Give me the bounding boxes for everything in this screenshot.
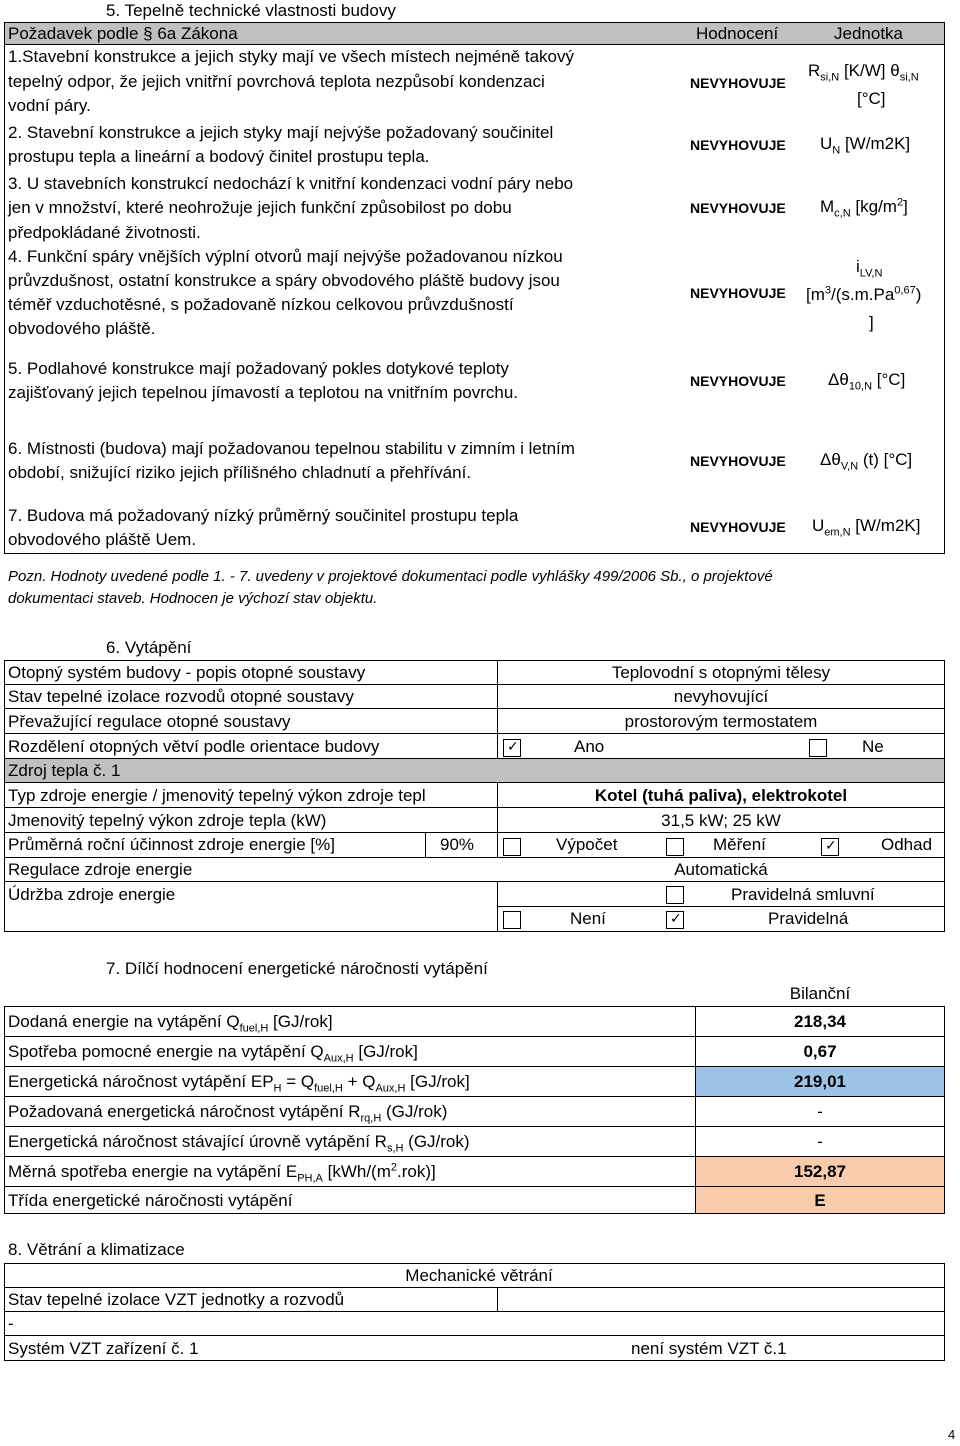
nominal-power-label: Jmenovitý tepelný výkon zdroje tepla (kW) xyxy=(8,811,327,830)
current-ep-value: - xyxy=(817,1132,823,1151)
req5-line2: zajišťovaný jejich tepelnou jímavostí a teplotou na vnitřním povrchu. xyxy=(8,383,519,402)
req4-line1: 4. Funkční spáry vnějších výplní otvorů mají nejvýše požadovanou nízkou xyxy=(8,247,563,266)
header-evaluation: Hodnocení xyxy=(696,24,779,43)
eval7: NEVYHOVUJE xyxy=(690,519,786,535)
specific-energy-value: 152,87 xyxy=(794,1162,846,1181)
note-line2: dokumentaci staveb. Hodnocen je výchozí stav objektu. xyxy=(8,590,378,607)
eval6: NEVYHOVUJE xyxy=(690,453,786,469)
header-requirement: Požadavek podle § 6a Zákona xyxy=(8,24,238,43)
auxiliary-energy-label: Spotřeba pomocné energie na vytápění $Q_{Aux,H}$ [GJ/rok] xyxy=(8,1042,418,1065)
ep-label: Energetická náročnost vytápění $EP_H = Q_{fuel,H} + Q_{Aux,H}$ [GJ/rok] xyxy=(8,1072,470,1095)
eval5: NEVYHOVUJE xyxy=(690,373,786,389)
required-ep-label: Požadovaná energetická náročnost vytápění $R_{rq,H}$ (GJ/rok) xyxy=(8,1102,448,1125)
maintenance-contract-checkbox[interactable] xyxy=(666,886,684,904)
req2-line1: 2. Stavební konstrukce a jejich styky mají nejvýše požadovaný součinitel xyxy=(8,123,554,142)
maintenance-none-label: Není xyxy=(570,909,606,928)
orientation-label: Rozdělení otopných větví podle orientace budovy xyxy=(8,737,380,756)
source-regulation-label: Regulace zdroje energie xyxy=(8,860,193,879)
req4-line2: průvzdušnost, ostatní konstrukce a spáry obvodového pláště budovy jsou xyxy=(8,271,560,290)
efficiency-measure-label: Měření xyxy=(713,835,766,854)
source-header-bg xyxy=(5,758,944,782)
req5-line1: 5. Podlahové konstrukce mají požadovaný pokles dotykové teploty xyxy=(8,359,509,378)
efficiency-label: Průměrná roční účinnost zdroje energie [%] xyxy=(8,835,335,854)
maintenance-label: Údržba zdroje energie xyxy=(8,885,176,904)
orientation-no-checkbox[interactable] xyxy=(809,739,827,757)
req7-line1: 7. Budova má požadovaný nízký průměrný součinitel prostupu tepla xyxy=(8,506,519,525)
req1-line3: vodní páry. xyxy=(8,96,91,115)
section8-title: 8. Větrání a klimatizace xyxy=(8,1240,185,1259)
req1-line1: 1.Stavební konstrukce a jejich styky mají ve všech místech nejméně takový xyxy=(8,47,574,66)
current-ep-label: Energetická náročnost stávající úrovně vytápění $R_{s,H}$ (GJ/rok) xyxy=(8,1132,470,1155)
vzt-insulation-label: Stav tepelné izolace VZT jednotky a rozvodů xyxy=(8,1290,345,1309)
unit6: $\Delta\theta_{V,N}$ (t) [°C] xyxy=(820,450,913,473)
req3-line2: jen v množství, které neohrožuje jejich funkční způsobilost po dobu xyxy=(8,198,512,217)
energy-class-value: E xyxy=(814,1191,826,1210)
specific-energy-label: Měrná spotřeba energie na vytápění $E_{PH,A}$ $[kWh/(m^2.rok)]$ xyxy=(8,1161,436,1185)
maintenance-contract-label: Pravidelná smluvní xyxy=(731,885,875,904)
source-type-value: Kotel (tuhá paliva), elektrokotel xyxy=(594,786,848,805)
efficiency-value: 90% xyxy=(440,835,475,854)
eval1: NEVYHOVUJE xyxy=(690,75,786,91)
orientation-yes-label: Ano xyxy=(574,737,605,756)
delivered-energy-label: Dodaná energie na vytápění $Q_{fuel,H}$ [GJ/rok] xyxy=(8,1012,333,1035)
req6-line1: 6. Místnosti (budova) mají požadovanou tepelnou stabilitu v zimním i letním xyxy=(8,439,575,458)
unit5: $\Delta\theta_{10,N}$ [°C] xyxy=(828,370,906,393)
section7-title: 7. Dílčí hodnocení energetické náročnosti vytápění xyxy=(106,959,488,978)
insulation-value: nevyhovující xyxy=(673,687,769,706)
efficiency-measure-checkbox[interactable] xyxy=(666,838,684,856)
req3-line1: 3. U stavebních konstrukcí nedochází k vnitřní kondenzaci vodní páry nebo xyxy=(8,174,574,193)
efficiency-estimate-label: Odhad xyxy=(881,835,933,854)
unit4-dims: [$m^3/(s.m.Pa^{0,67})$ xyxy=(806,284,922,304)
section5-title: 5. Tepelně technické vlastnosti budovy xyxy=(106,1,396,20)
auxiliary-energy-value: 0,67 xyxy=(803,1042,837,1061)
header-unit: Jednotka xyxy=(834,24,903,43)
ep-value: 219,01 xyxy=(794,1072,846,1091)
req4-line3: téměř vzduchotěsné, s požadovaně nízkou celkovou průvzdušností xyxy=(8,295,514,314)
regulation-value: prostorovým termostatem xyxy=(624,712,818,731)
maintenance-none-checkbox[interactable] xyxy=(503,911,521,929)
maintenance-regular-label: Pravidelná xyxy=(768,909,849,928)
eval4: NEVYHOVUJE xyxy=(690,285,786,301)
unit7: $U_{em,N}$ [W/m2K] xyxy=(812,516,921,539)
source-regulation-value: Automatická xyxy=(674,860,768,879)
regulation-label: Převažující regulace otopné soustavy xyxy=(8,712,291,731)
balance-column-header: Bilanční xyxy=(789,984,851,1003)
req4-line4: obvodového pláště. xyxy=(8,319,156,338)
required-ep-value: - xyxy=(817,1102,823,1121)
unit4-symbol: $i_{LV,N}$ xyxy=(856,257,883,280)
vzt-system-value: není systém VZT č.1 xyxy=(631,1339,787,1358)
unit2: $U_N$ [W/m2K] xyxy=(820,134,911,157)
unit3: $M_{c,N}$ $[kg/m^2]$ xyxy=(820,196,908,220)
note-line1: Pozn. Hodnoty uvedené podle 1. - 7. uvedeny v projektové dokumentaci podle vyhlášky 499/2006 Sb., o projektové xyxy=(8,568,773,585)
source-type-label: Typ zdroje energie / jmenovitý tepelný výkon zdroje tepl xyxy=(8,786,426,805)
vzt-insulation-value: - xyxy=(8,1314,14,1333)
eval2: NEVYHOVUJE xyxy=(690,137,786,153)
req7-line2: obvodového pláště Uem. xyxy=(8,530,197,549)
delivered-energy-value: 218,34 xyxy=(794,1012,846,1031)
eval3: NEVYHOVUJE xyxy=(690,200,786,216)
unit1: $R_{si,N}$ [K/W] $\theta_{si,N}$ xyxy=(808,61,919,84)
section6-title: 6. Vytápění xyxy=(106,638,192,657)
unit1-celsius: [°C] xyxy=(857,89,886,108)
req2-line2: prostupu tepla a lineární a bodový činitel prostupu tepla. xyxy=(8,147,430,166)
source-header: Zdroj tepla č. 1 xyxy=(8,761,121,780)
efficiency-calc-checkbox[interactable] xyxy=(503,838,521,856)
nominal-power-value: 31,5 kW; 25 kW xyxy=(661,811,781,830)
req3-line3: předpokládané životnosti. xyxy=(8,223,201,242)
page-number: 4 xyxy=(948,1427,956,1442)
heating-system-value: Teplovodní s otopnými tělesy xyxy=(611,663,831,682)
req1-line2: tepelný odpor, že jejich vnitřní povrchová teplota nezpůsobí kondenzaci xyxy=(8,72,545,91)
vzt-system-label: Systém VZT zařízení č. 1 xyxy=(8,1339,199,1358)
req6-line2: období, snižující riziko jejich přílišného chladnutí a přehřívání. xyxy=(8,463,472,482)
efficiency-calc-label: Výpočet xyxy=(556,835,618,854)
ventilation-header: Mechanické větrání xyxy=(405,1266,553,1285)
energy-class-label: Třída energetické náročnosti vytápění xyxy=(8,1191,293,1210)
unit4-bracket: ] xyxy=(869,313,874,332)
maintenance-regular-checkbox[interactable]: ✓ xyxy=(666,911,684,929)
insulation-label: Stav tepelné izolace rozvodů otopné soustavy xyxy=(8,687,354,706)
heating-system-label: Otopný systém budovy - popis otopné soustavy xyxy=(8,663,366,682)
efficiency-estimate-checkbox[interactable]: ✓ xyxy=(821,838,839,856)
orientation-yes-checkbox[interactable]: ✓ xyxy=(503,739,521,757)
orientation-no-label: Ne xyxy=(862,737,884,756)
